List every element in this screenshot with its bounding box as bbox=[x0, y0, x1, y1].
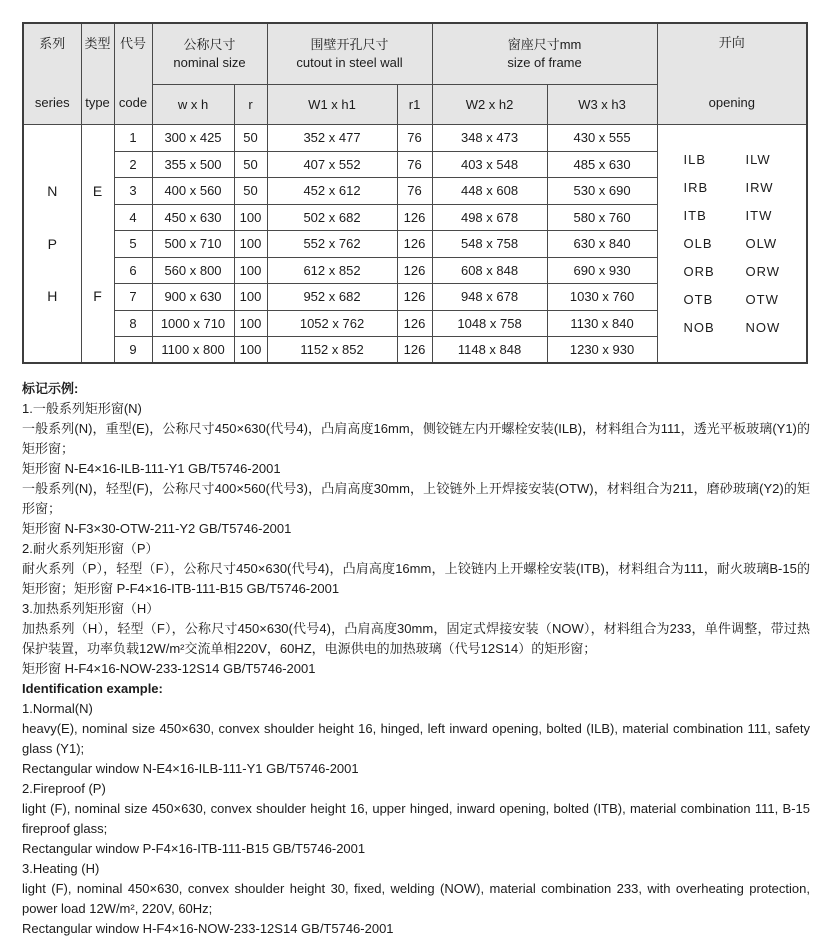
r1-cell: 126 bbox=[397, 310, 432, 337]
opening-code: IRW bbox=[745, 180, 774, 195]
w3h3-cell: 1030 x 760 bbox=[547, 284, 657, 311]
notes-heading-en: Identification example: bbox=[22, 681, 163, 696]
w1h1-cell: 612 x 852 bbox=[267, 257, 397, 284]
w1h1-cell: 502 x 682 bbox=[267, 204, 397, 231]
note-line: Rectangular window N-E4×16-ILB-111-Y1 GB/T5746-2001 bbox=[22, 761, 359, 776]
header-cutout-en: cutout in steel wall bbox=[296, 54, 403, 70]
subheader-w2h2: W2 x h2 bbox=[432, 84, 547, 124]
header-cutout-zh: 围壁开孔尺寸 bbox=[310, 36, 389, 52]
w2h2-cell: 1148 x 848 bbox=[432, 337, 547, 364]
opening-code: OTW bbox=[745, 292, 779, 307]
r-cell: 100 bbox=[234, 284, 267, 311]
type-label-e: E bbox=[92, 183, 103, 200]
note-line: 一般系列(N)，轻型(F)，公称尺寸400×560(代号3)，凸肩高度30mm，上铰链外上开焊接安装(OTW)，材料组合为211，磨砂玻璃(Y2)的矩形窗； bbox=[22, 481, 810, 516]
wh-cell: 560 x 800 bbox=[152, 257, 234, 284]
header-nominal-zh: 公称尺寸 bbox=[183, 36, 236, 52]
header-nominal-en: nominal size bbox=[173, 54, 246, 70]
subheader-r: r bbox=[234, 84, 267, 124]
note-line: light (F), nominal 450×630, convex shoulder height 30, fixed, welding (NOW), material combination 233, with overheating protection, power load 12W/m², 220V, 60Hz; bbox=[22, 881, 810, 916]
note-line: Rectangular window P-F4×16-ITB-111-B15 GB/T5746-2001 bbox=[22, 841, 366, 856]
header-frame-zh: 窗座尺寸mm bbox=[507, 36, 582, 52]
notes-heading-zh: 标记示例: bbox=[22, 381, 79, 396]
header-frame-size bbox=[432, 23, 657, 84]
subheader-wh: w x h bbox=[152, 84, 234, 124]
r-cell: 100 bbox=[234, 204, 267, 231]
w3h3-cell: 1230 x 930 bbox=[547, 337, 657, 364]
w2h2-cell: 608 x 848 bbox=[432, 257, 547, 284]
opening-code: ILW bbox=[745, 152, 771, 167]
w2h2-cell: 1048 x 758 bbox=[432, 310, 547, 337]
note-line: 矩形窗 N-F3×30-OTW-211-Y2 GB/T5746-2001 bbox=[22, 521, 292, 536]
table-body bbox=[23, 125, 807, 364]
opening-code: OTB bbox=[683, 292, 714, 307]
w2h2-cell: 448 x 608 bbox=[432, 178, 547, 205]
r-cell: 100 bbox=[234, 231, 267, 258]
code-cell: 3 bbox=[114, 178, 152, 205]
note-line: 2.耐火系列矩形窗（P） bbox=[22, 541, 159, 556]
note-line: 3.Heating (H) bbox=[22, 861, 100, 876]
code-cell: 7 bbox=[114, 284, 152, 311]
w1h1-cell: 552 x 762 bbox=[267, 231, 397, 258]
note-line: 1.Normal(N) bbox=[22, 701, 93, 716]
opening-code: NOB bbox=[683, 320, 715, 335]
note-line: Rectangular window H-F4×16-NOW-233-12S14 GB/T5746-2001 bbox=[22, 921, 394, 936]
w3h3-cell: 630 x 840 bbox=[547, 231, 657, 258]
opening-code: NOW bbox=[745, 320, 781, 335]
header-opening-en: opening bbox=[708, 94, 755, 110]
wh-cell: 450 x 630 bbox=[152, 204, 234, 231]
wh-cell: 1000 x 710 bbox=[152, 310, 234, 337]
wh-cell: 400 x 560 bbox=[152, 178, 234, 205]
opening-cell bbox=[657, 125, 807, 364]
code-cell: 2 bbox=[114, 151, 152, 178]
note-line: 一般系列(N)，重型(E)，公称尺寸450×630(代号4)，凸肩高度16mm，侧铰链左内开螺栓安装(ILB)，材料组合为111，透光平板玻璃(Y1)的矩形窗； bbox=[22, 421, 810, 456]
r-cell: 100 bbox=[234, 257, 267, 284]
identification-notes bbox=[22, 379, 810, 939]
window-dimension-table bbox=[22, 22, 808, 364]
header-type-zh: 类型 bbox=[84, 35, 111, 51]
r1-cell: 76 bbox=[397, 178, 432, 205]
note-line: 3.加热系列矩形窗（H） bbox=[22, 601, 160, 616]
note-line: light (F), nominal size 450×630, convex shoulder height 16, upper hinged, inward opening, bolted (ITB), material combination 111, B-15 fireproof glass; bbox=[22, 801, 810, 836]
header-opening bbox=[657, 23, 807, 125]
note-line: 矩形窗 N-E4×16-ILB-111-Y1 GB/T5746-2001 bbox=[22, 461, 281, 476]
header-frame-en: size of frame bbox=[507, 54, 582, 70]
w3h3-cell: 580 x 760 bbox=[547, 204, 657, 231]
r-cell: 100 bbox=[234, 337, 267, 364]
wh-cell: 300 x 425 bbox=[152, 125, 234, 152]
type-label-f: F bbox=[93, 287, 102, 304]
note-line: heavy(E), nominal size 450×630, convex shoulder height 16, hinged, left inward opening, bolted (ILB), material combination 111, safety glass (Y1); bbox=[22, 721, 810, 756]
w3h3-cell: 485 x 630 bbox=[547, 151, 657, 178]
wh-cell: 500 x 710 bbox=[152, 231, 234, 258]
r1-cell: 126 bbox=[397, 284, 432, 311]
w2h2-cell: 403 x 548 bbox=[432, 151, 547, 178]
r-cell: 100 bbox=[234, 310, 267, 337]
opening-code: IRB bbox=[683, 180, 709, 195]
wh-cell: 355 x 500 bbox=[152, 151, 234, 178]
r1-cell: 76 bbox=[397, 151, 432, 178]
w2h2-cell: 548 x 758 bbox=[432, 231, 547, 258]
r-cell: 50 bbox=[234, 151, 267, 178]
note-line: 矩形窗 H-F4×16-NOW-233-12S14 GB/T5746-2001 bbox=[22, 661, 316, 676]
table-header bbox=[23, 23, 807, 125]
r1-cell: 126 bbox=[397, 257, 432, 284]
subheader-w3h3: W3 x h3 bbox=[547, 84, 657, 124]
code-cell: 9 bbox=[114, 337, 152, 364]
note-line: 1.一般系列矩形窗(N) bbox=[22, 401, 142, 416]
opening-code: OLB bbox=[683, 236, 713, 251]
subheader-w1h1: W1 x h1 bbox=[267, 84, 397, 124]
wh-cell: 1100 x 800 bbox=[152, 337, 234, 364]
w1h1-cell: 1052 x 762 bbox=[267, 310, 397, 337]
opening-code: ORW bbox=[745, 264, 781, 279]
w2h2-cell: 948 x 678 bbox=[432, 284, 547, 311]
series-label-h: H bbox=[47, 287, 58, 304]
code-cell: 5 bbox=[114, 231, 152, 258]
w1h1-cell: 952 x 682 bbox=[267, 284, 397, 311]
w3h3-cell: 690 x 930 bbox=[547, 257, 657, 284]
r-cell: 50 bbox=[234, 125, 267, 152]
w3h3-cell: 1130 x 840 bbox=[547, 310, 657, 337]
note-line: 加热系列（H），轻型（F），公称尺寸450×630(代号4)，凸肩高度30mm，固定式焊接安装（NOW），材料组合为233，单件调整，带过热保护装置，功率负载12W/m²交流单相220V，60HZ，电源供电的加热玻璃（代号12S14）的矩形窗； bbox=[22, 621, 810, 656]
header-series bbox=[23, 23, 81, 125]
code-cell: 6 bbox=[114, 257, 152, 284]
r-cell: 50 bbox=[234, 178, 267, 205]
r1-cell: 126 bbox=[397, 231, 432, 258]
w3h3-cell: 530 x 690 bbox=[547, 178, 657, 205]
header-series-en: series bbox=[34, 95, 70, 111]
header-code-zh: 代号 bbox=[119, 35, 146, 51]
header-series-zh: 系列 bbox=[39, 35, 66, 51]
header-nominal-size bbox=[152, 23, 267, 84]
r1-cell: 76 bbox=[397, 125, 432, 152]
opening-code: ITB bbox=[683, 208, 707, 223]
header-cutout bbox=[267, 23, 432, 84]
subheader-r1: r1 bbox=[397, 84, 432, 124]
opening-code: ILB bbox=[683, 152, 707, 167]
w2h2-cell: 498 x 678 bbox=[432, 204, 547, 231]
header-code bbox=[114, 23, 152, 125]
note-line: 耐火系列（P），轻型（F），公称尺寸450×630(代号4)，凸肩高度16mm，上铰链内上开螺栓安装(ITB)，材料组合为111，耐火玻璃B-15的矩形窗；矩形窗 P-F4×16-ITB-111-B15 GB/T5746-2001 bbox=[22, 561, 810, 596]
opening-code: ITW bbox=[745, 208, 773, 223]
w1h1-cell: 452 x 612 bbox=[267, 178, 397, 205]
series-cell bbox=[23, 125, 81, 364]
series-label-n: N bbox=[47, 183, 58, 200]
header-type-en: type bbox=[85, 95, 110, 111]
table-row bbox=[23, 125, 807, 152]
r1-cell: 126 bbox=[397, 337, 432, 364]
w1h1-cell: 352 x 477 bbox=[267, 125, 397, 152]
w1h1-cell: 1152 x 852 bbox=[267, 337, 397, 364]
type-cell bbox=[81, 125, 114, 364]
w2h2-cell: 348 x 473 bbox=[432, 125, 547, 152]
header-type bbox=[81, 23, 114, 125]
header-opening-zh: 开向 bbox=[718, 35, 745, 50]
w3h3-cell: 430 x 555 bbox=[547, 125, 657, 152]
wh-cell: 900 x 630 bbox=[152, 284, 234, 311]
r1-cell: 126 bbox=[397, 204, 432, 231]
series-label-p: P bbox=[47, 235, 57, 252]
opening-code: ORB bbox=[683, 264, 715, 279]
code-cell: 4 bbox=[114, 204, 152, 231]
opening-code: OLW bbox=[745, 236, 778, 251]
w1h1-cell: 407 x 552 bbox=[267, 151, 397, 178]
code-cell: 8 bbox=[114, 310, 152, 337]
header-code-en: code bbox=[118, 95, 148, 111]
note-line: 2.Fireproof (P) bbox=[22, 781, 106, 796]
code-cell: 1 bbox=[114, 125, 152, 152]
